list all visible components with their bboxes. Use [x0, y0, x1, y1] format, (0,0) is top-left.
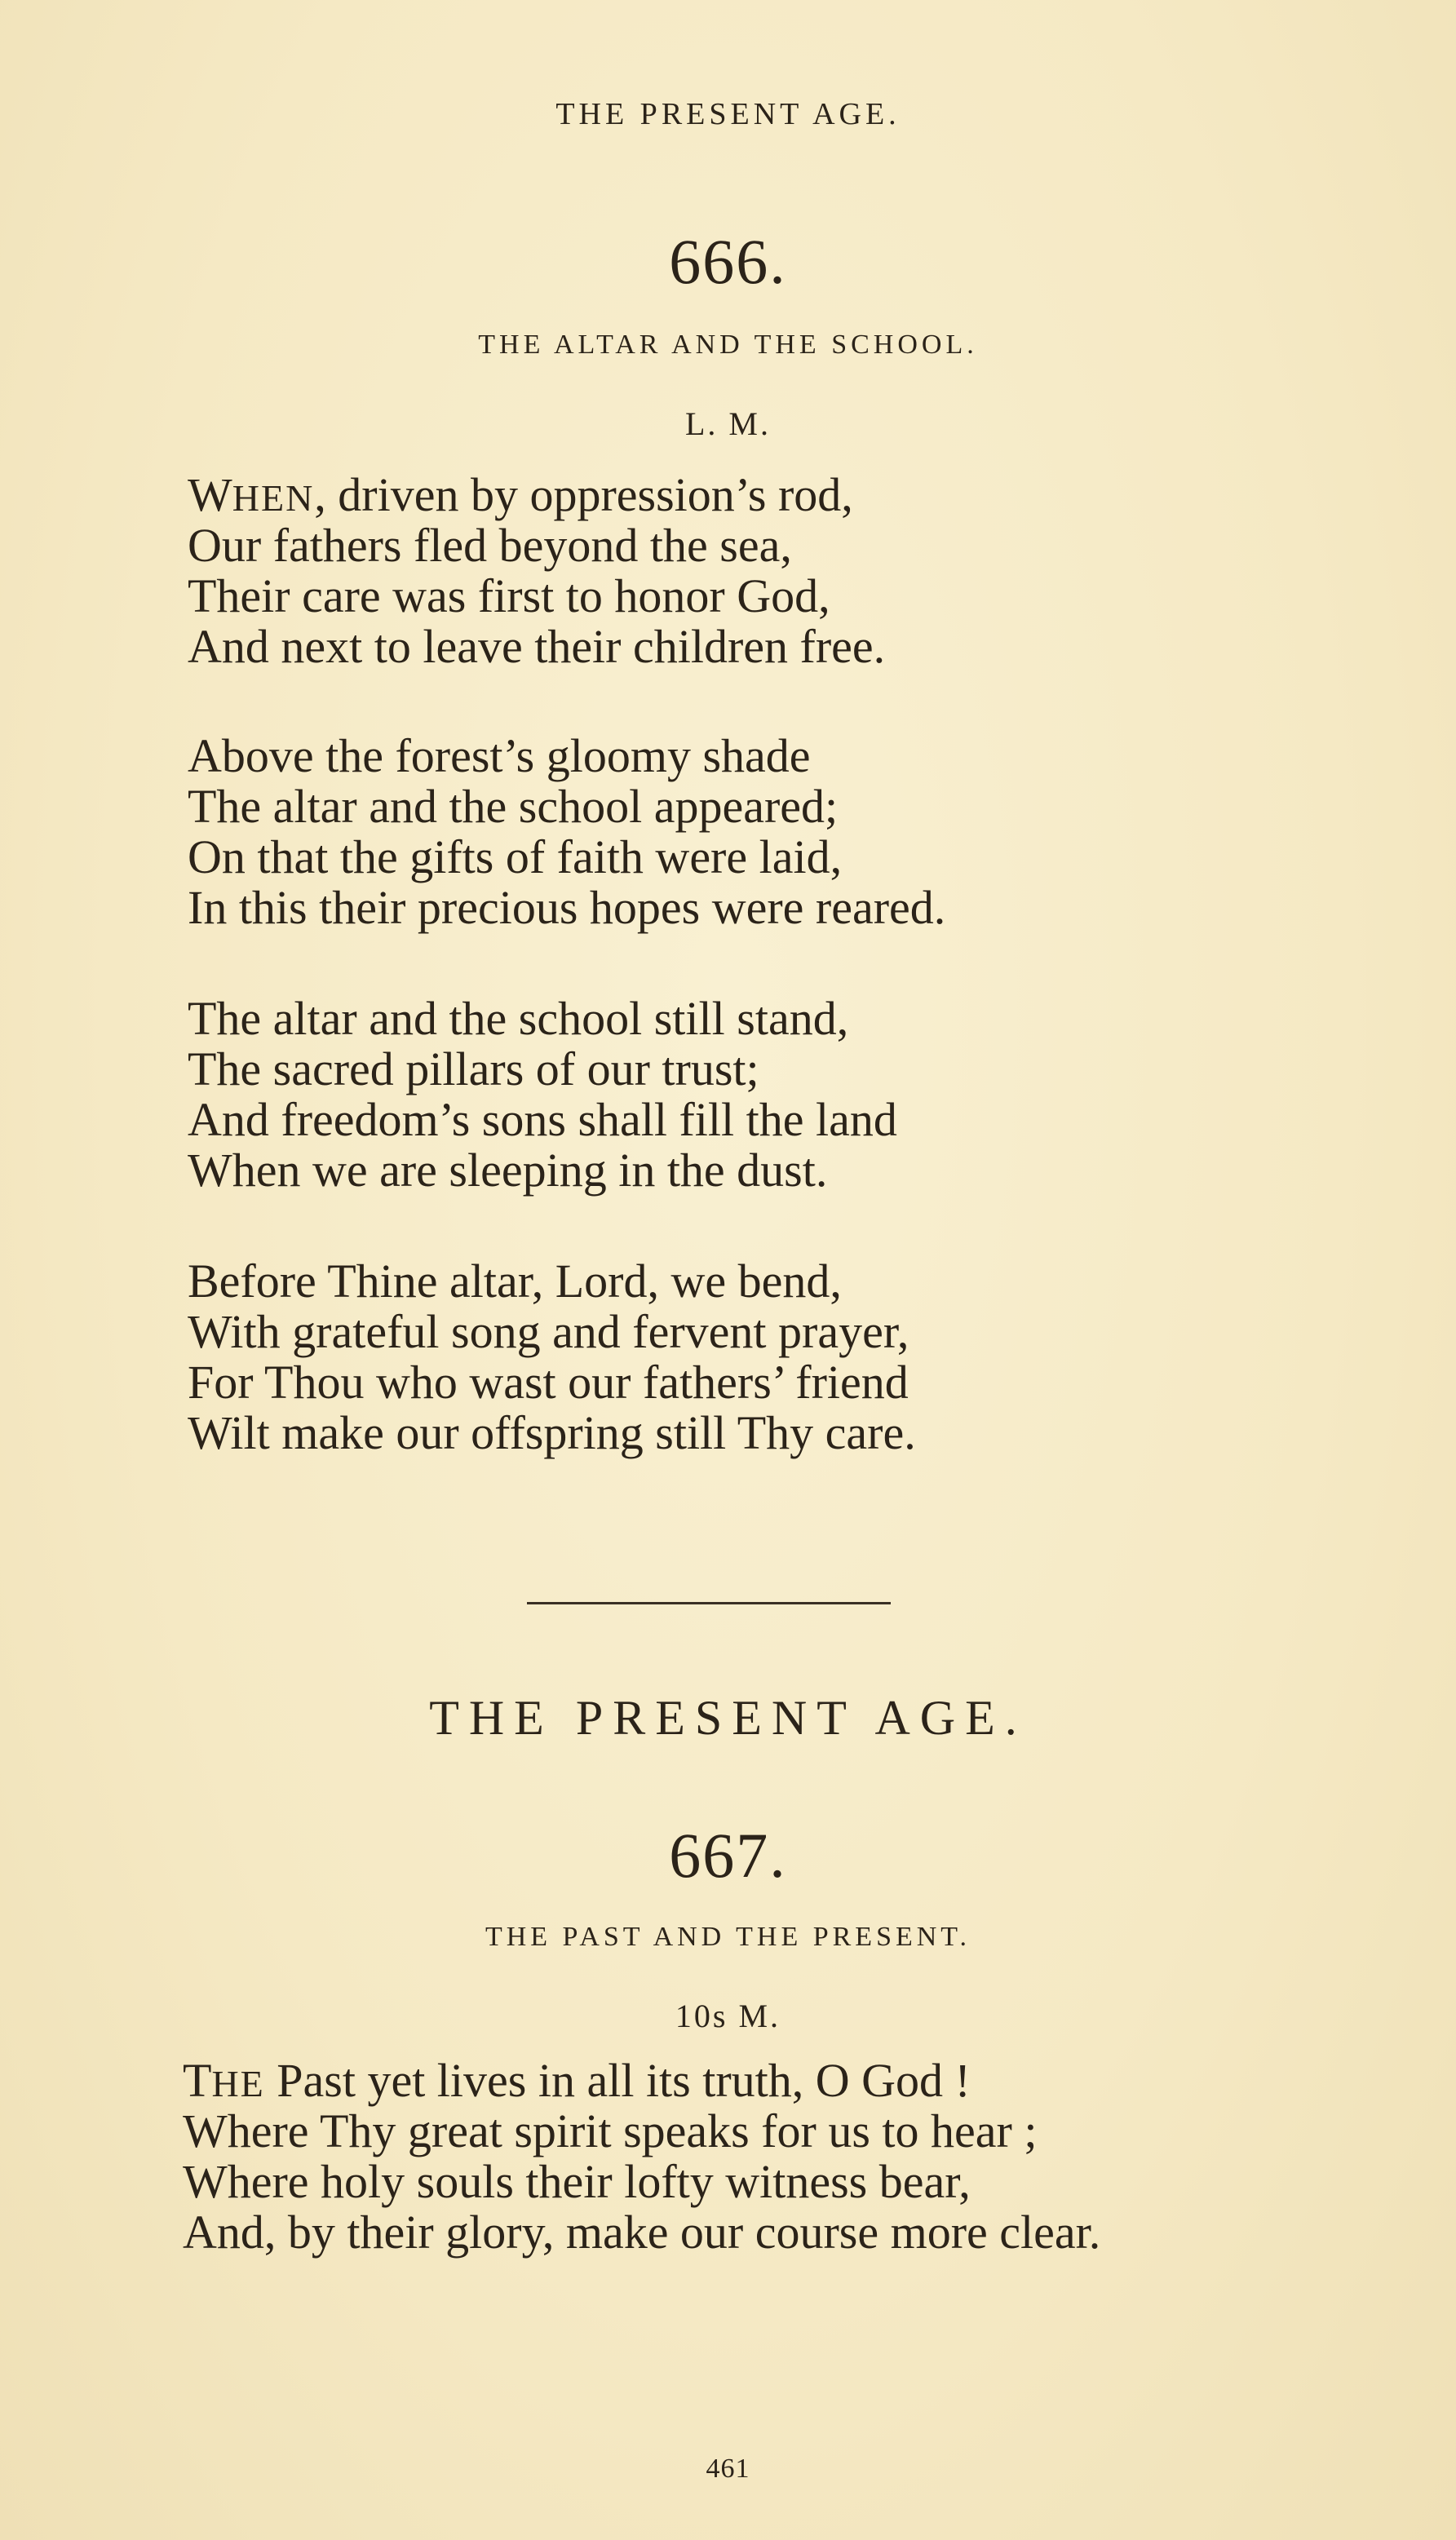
- hymn-title: THE ALTAR AND THE SCHOOL.: [478, 330, 978, 360]
- small-caps-word: HE: [211, 2063, 265, 2104]
- verse-line: Where holy souls their lofty witness bear,: [183, 2155, 971, 2208]
- stanza: [188, 731, 1346, 933]
- verse-line: Our fathers fled beyond the sea,: [188, 519, 792, 572]
- verse-line: Where Thy great spirit speaks for us to hear ;: [183, 2104, 1038, 2157]
- verse-line: On that the gifts of faith were laid,: [188, 830, 843, 883]
- verse-line: The altar and the school still stand,: [188, 992, 849, 1045]
- verse-line: With grateful song and fervent prayer,: [188, 1305, 909, 1358]
- stanza: [188, 1256, 1346, 1458]
- verse-line: Their care was first to honor God,: [188, 569, 830, 622]
- verse-line: When we are sleeping in the dust.: [188, 1144, 828, 1197]
- section-divider: [527, 1602, 891, 1604]
- verse-line: Above the forest’s gloomy shade: [188, 729, 811, 782]
- verse-line: The sacred pillars of our trust;: [188, 1042, 759, 1095]
- hymn-title: THE PAST AND THE PRESENT.: [485, 1922, 971, 1952]
- running-head: THE PRESENT AGE.: [555, 97, 901, 131]
- hymn-number: 666.: [669, 226, 787, 297]
- section-heading: THE PRESENT AGE.: [429, 1691, 1027, 1745]
- verse-line-text: WHEN, driven by oppression’s rod,: [188, 468, 853, 521]
- verse-line: Wilt make our offspring still Thy care.: [188, 1406, 916, 1459]
- verse-line: And freedom’s sons shall fill the land: [188, 1093, 897, 1146]
- stanza: [188, 993, 1346, 1196]
- verse-line: [188, 470, 1346, 520]
- verse-line: For Thou who wast our fathers’ friend: [188, 1356, 909, 1409]
- page-number: 461: [706, 2454, 750, 2484]
- stanza: [183, 2055, 1341, 2258]
- stanza: [188, 470, 1346, 672]
- hymn-number: 667.: [669, 1820, 787, 1891]
- verse-line: In this their precious hopes were reared.: [188, 881, 946, 934]
- verse-line: Before Thine altar, Lord, we bend,: [188, 1255, 842, 1308]
- verse-line: THE Past yet lives in all its truth, O God !: [183, 2054, 971, 2107]
- small-caps-word: HEN: [232, 477, 315, 519]
- verse-line: And next to leave their children free.: [188, 620, 886, 673]
- hymn-meter: 10s M.: [675, 1998, 781, 2034]
- hymn-meter: L. M.: [685, 405, 771, 442]
- verse-line: The altar and the school appeared;: [188, 780, 839, 833]
- verse-line: And, by their glory, make our course more clear.: [183, 2206, 1101, 2259]
